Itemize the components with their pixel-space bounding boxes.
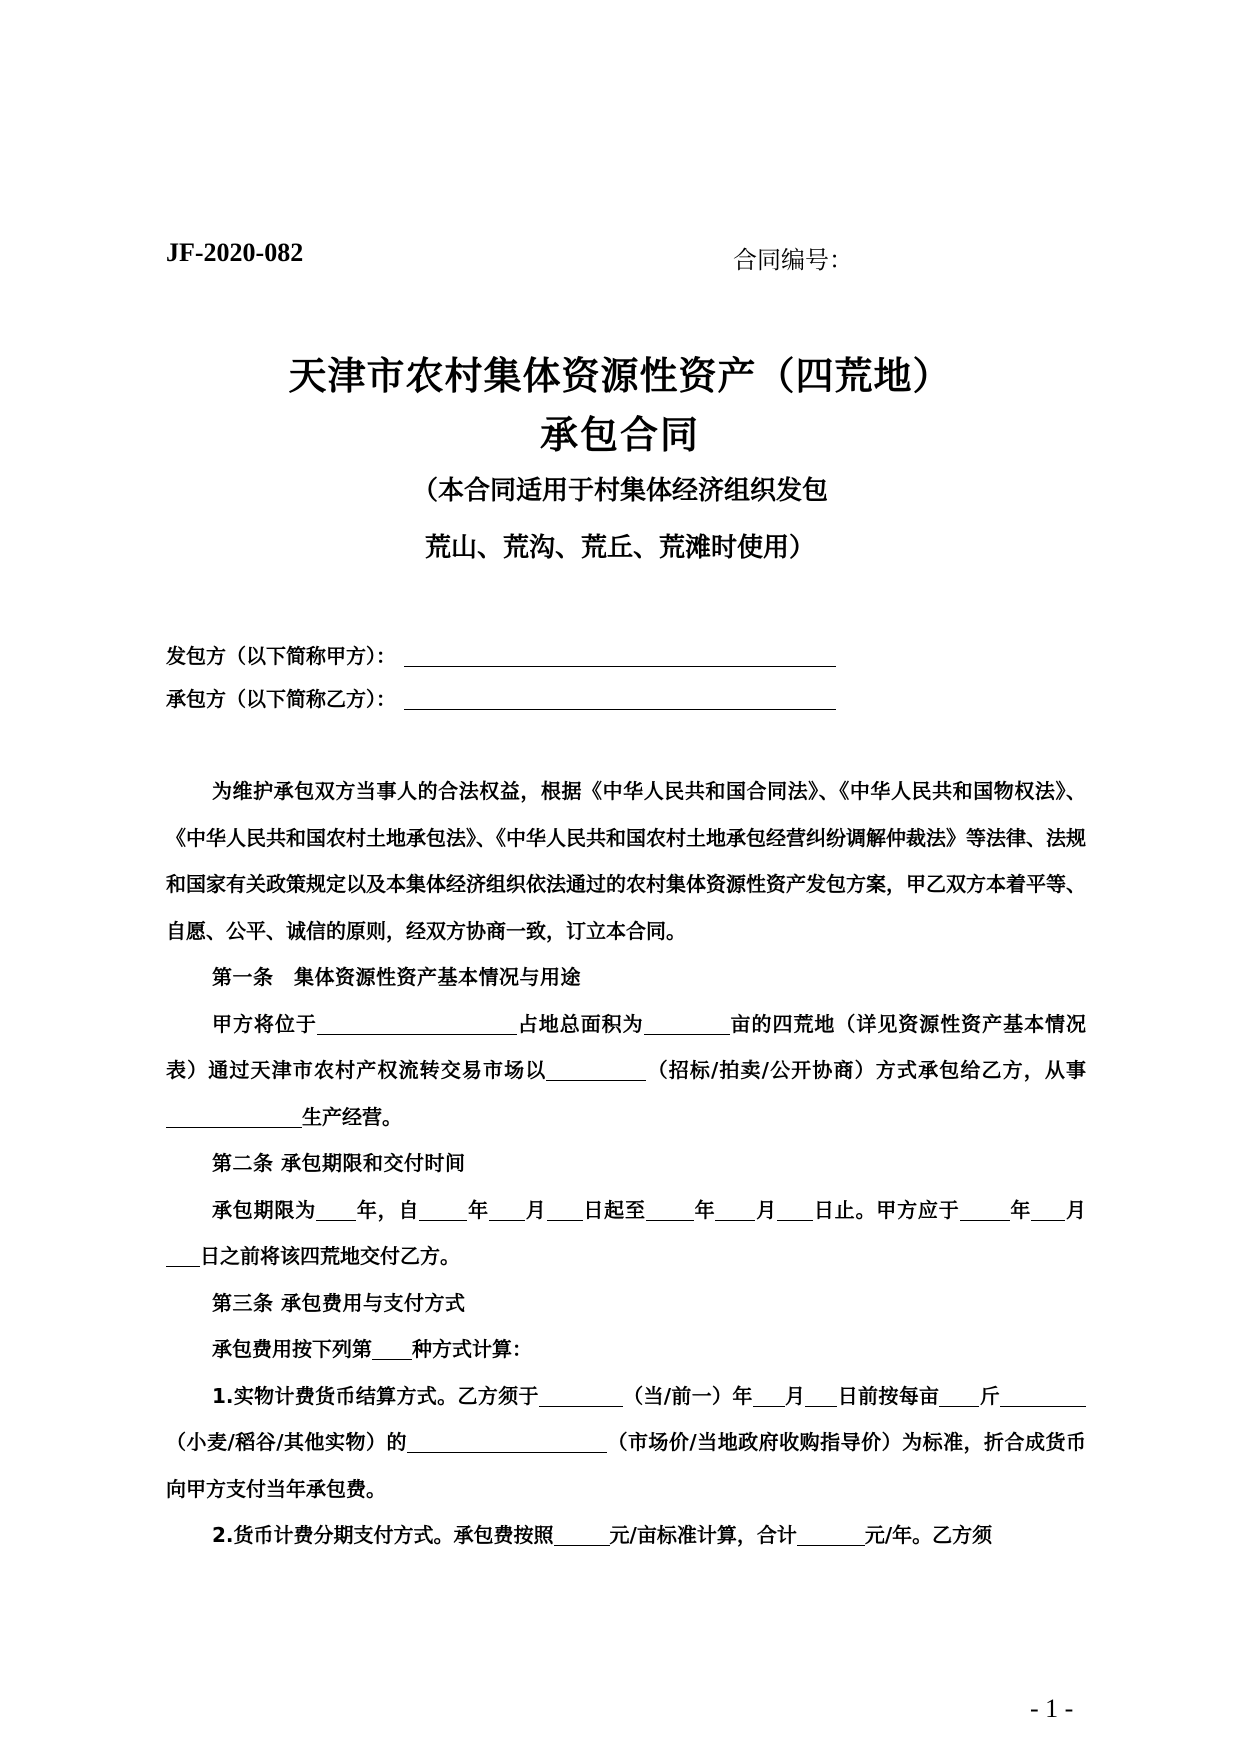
method-choice-blank[interactable] <box>372 1339 412 1360</box>
article-1-paragraph <box>166 1001 1086 1141</box>
area-blank[interactable] <box>644 1014 730 1035</box>
text-segment: 年，自 <box>356 1197 420 1222</box>
text-segment: 种方式计算： <box>412 1337 532 1361</box>
location-blank[interactable] <box>317 1014 517 1035</box>
document-code: JF-2020-082 <box>166 238 304 267</box>
crop-type-blank[interactable] <box>1000 1386 1086 1407</box>
total-per-year-blank[interactable] <box>797 1525 865 1546</box>
party-a-field <box>166 640 836 669</box>
method-blank[interactable] <box>546 1060 646 1081</box>
text-segment: （市场价/当地政府收购指导价）为标准，折合成货币向甲方支付当年承包费。 <box>166 1430 1086 1501</box>
text-segment: （当/前一）年 <box>622 1383 753 1408</box>
contract-subtitle-line1: （本合同适用于村集体经济组织发包 <box>411 476 828 506</box>
text-segment: 元/年。乙方须 <box>864 1523 993 1547</box>
article-3-method-1 <box>166 1373 1086 1513</box>
text-segment: 月 <box>784 1383 806 1408</box>
text-segment: （招标/拍卖/公开协商）方式承包给乙方，从事 <box>646 1058 1087 1082</box>
contract-title: 天津市农村集体资源性资产（四荒地） <box>288 354 952 398</box>
text-segment: 月 <box>1065 1197 1086 1222</box>
delivery-month-blank[interactable] <box>1031 1200 1065 1221</box>
text-segment: 1.实物计费货币结算方式。乙方须于 <box>212 1383 539 1408</box>
party-b-blank[interactable] <box>404 691 836 710</box>
text-segment: 年 <box>1009 1197 1032 1222</box>
text-segment: 年 <box>693 1197 716 1222</box>
business-blank[interactable] <box>166 1107 302 1128</box>
contract-body <box>166 768 1086 1559</box>
price-per-mu-blank[interactable] <box>554 1525 610 1546</box>
jin-per-mu-blank[interactable] <box>939 1386 979 1407</box>
text-segment: 甲方将位于 <box>212 1011 317 1036</box>
text-segment: 2.货币计费分期支付方式。承包费按照 <box>212 1523 554 1547</box>
party-b-field <box>166 683 836 712</box>
text-segment: （小麦/稻谷/其他实物）的 <box>166 1430 407 1454</box>
text-segment: 斤 <box>979 1383 1001 1408</box>
text-segment: 日起至 <box>582 1197 646 1222</box>
payment-day-blank[interactable] <box>805 1386 837 1407</box>
intro-paragraph: 为维护承包双方当事人的合法权益，根据《中华人民共和国合同法》、《中华人民共和国物权法》、《中华人民共和国农村土地承包法》、《中华人民共和国农村土地承包经营纠纷调解仲裁法》等法律、法规和国家有关政策规定以及本集体经济组织依法通过的农村集体资源性资产发包方案，甲乙双方本着平等、自愿、公平、诚信的原则，经双方协商一致，订立本合同。 <box>166 779 1086 943</box>
text-segment: 生产经营。 <box>302 1104 402 1129</box>
article-3-method-2 <box>166 1512 1086 1559</box>
text-segment: 月 <box>755 1197 778 1222</box>
start-month-blank[interactable] <box>489 1200 525 1221</box>
term-years-blank[interactable] <box>316 1200 356 1221</box>
end-year-blank[interactable] <box>646 1200 694 1221</box>
end-month-blank[interactable] <box>715 1200 755 1221</box>
article-2-heading: 第二条 承包期限和交付时间 <box>212 1151 466 1175</box>
text-segment: 亩的四荒地（详见资源性资产基本情况表）通过天津市农村产权流转交易市场以 <box>166 1011 1087 1082</box>
end-day-blank[interactable] <box>777 1200 813 1221</box>
article-1-heading: 第一条 集体资源性资产基本情况与用途 <box>212 965 581 989</box>
text-segment: 日之前将该四荒地交付乙方。 <box>200 1244 460 1268</box>
payment-month-blank[interactable] <box>753 1386 785 1407</box>
contract-title-line2: 承包合同 <box>539 413 700 457</box>
payment-date-blank[interactable] <box>539 1386 623 1407</box>
price-basis-blank[interactable] <box>407 1432 607 1453</box>
text-segment: 日止。甲方应于 <box>813 1197 960 1222</box>
delivery-year-blank[interactable] <box>960 1200 1010 1221</box>
text-segment: 占地总面积为 <box>516 1011 644 1036</box>
article-3-heading: 第三条 承包费用与支付方式 <box>212 1290 466 1315</box>
text-segment: 月 <box>524 1197 547 1222</box>
start-year-blank[interactable] <box>419 1200 467 1221</box>
text-segment: 元/亩标准计算，合计 <box>609 1523 797 1547</box>
start-day-blank[interactable] <box>547 1200 583 1221</box>
text-segment: 承包期限为 <box>212 1197 317 1222</box>
party-a-blank[interactable] <box>404 648 836 667</box>
contract-number-label: 合同编号： <box>733 246 853 274</box>
text-segment: 年 <box>467 1197 489 1222</box>
contract-subtitle-line2: 荒山、荒沟、荒丘、荒滩时使用） <box>424 533 815 563</box>
delivery-day-blank[interactable] <box>166 1246 200 1267</box>
article-3-intro <box>166 1326 1086 1373</box>
article-2-paragraph <box>166 1187 1086 1280</box>
text-segment: 承包费用按下列第 <box>212 1337 372 1361</box>
party-a-label: 发包方（以下简称甲方）： <box>166 644 396 668</box>
party-b-label: 承包方（以下简称乙方）： <box>166 687 396 711</box>
text-segment: 日前按每亩 <box>837 1383 940 1408</box>
page-number: - 1 - <box>1030 1694 1074 1723</box>
